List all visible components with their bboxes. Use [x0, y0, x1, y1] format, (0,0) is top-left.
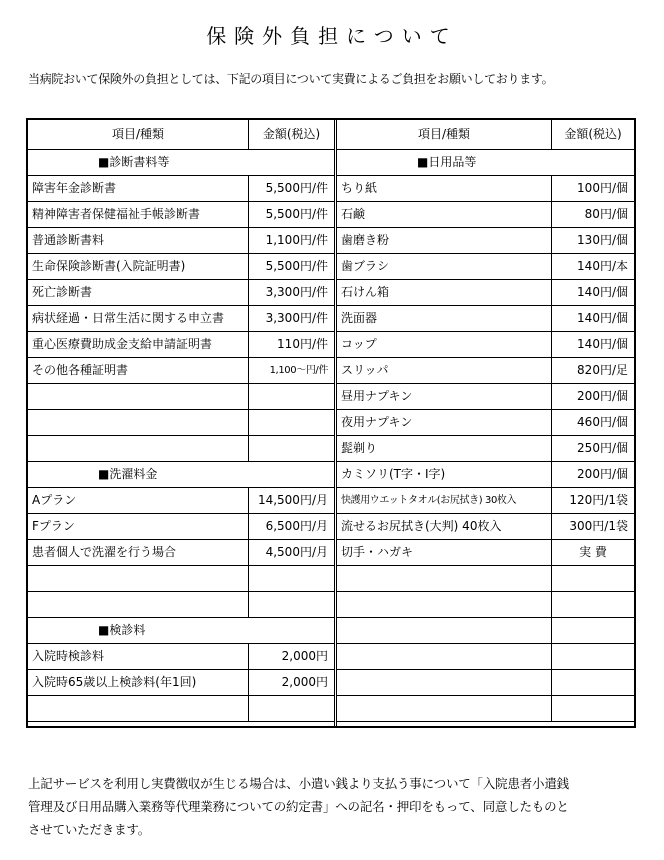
item-price: 140円/個	[551, 280, 634, 305]
item-price: 120円/1袋	[551, 488, 634, 513]
footer-line: 管理及び日用品購入業務等代理業務についての約定書」への記名・押印をもって、同意したものと	[28, 799, 569, 814]
item-price: 3,300円/件	[248, 280, 334, 305]
item-price	[551, 592, 634, 617]
item-price: 110円/件	[248, 332, 334, 357]
item-price: 460円/個	[551, 410, 634, 435]
table-row	[337, 384, 634, 410]
item-name	[337, 618, 551, 643]
table-row	[337, 306, 634, 332]
item-price: 5,500円/件	[248, 176, 334, 201]
table-row	[337, 566, 634, 592]
item-price: 1,100円/件	[248, 228, 334, 253]
intro-text: 当病院おいて保険外の負担としては、下記の項目について実費によるご負担をお願いしております。	[28, 72, 554, 86]
table-row	[337, 514, 634, 540]
item-price	[551, 696, 634, 721]
right-column	[337, 120, 634, 726]
item-name: 夜用ナプキン	[341, 415, 413, 429]
table-header-row	[28, 120, 334, 150]
table-row	[337, 540, 634, 566]
item-price: 5,500円/件	[248, 254, 334, 279]
item-price: 130円/個	[551, 228, 634, 253]
section-label: ■検診料	[98, 623, 146, 637]
table-row	[28, 228, 334, 254]
section-label: ■日用品等	[417, 155, 477, 169]
table-row	[337, 410, 634, 436]
item-name: その他各種証明書	[32, 363, 129, 377]
table-row	[337, 280, 634, 306]
table-row	[28, 540, 334, 566]
table-row	[337, 202, 634, 228]
footer-note	[28, 772, 648, 841]
item-name: 洗面器	[341, 311, 378, 325]
header-item: 項目/種類	[417, 127, 471, 141]
item-price: 5,500円/件	[248, 202, 334, 227]
item-price: 実 費	[551, 540, 634, 565]
item-name: 入院時検診料	[32, 649, 105, 663]
item-price: 3,300円/件	[248, 306, 334, 331]
item-name: 歯磨き粉	[341, 233, 390, 247]
item-price: 2,000円	[248, 644, 334, 669]
item-name: 髭剃り	[341, 441, 378, 455]
item-price: 6,500円/月	[248, 514, 334, 539]
table-row	[337, 696, 634, 722]
item-name	[337, 670, 551, 695]
table-row	[28, 644, 334, 670]
table-row	[28, 696, 334, 722]
table-row	[337, 644, 634, 670]
item-name: 精神障害者保健福祉手帳診断書	[32, 207, 201, 221]
table-header-row	[337, 120, 634, 150]
table-row	[28, 410, 334, 436]
item-price: 140円/本	[551, 254, 634, 279]
item-price: 200円/個	[551, 384, 634, 409]
item-name: 石鹸	[341, 207, 366, 221]
item-price	[551, 566, 634, 591]
item-name: 快護用ウエットタオル(お尻拭き) 30枚入	[341, 495, 517, 506]
item-price	[551, 644, 634, 669]
table-row	[337, 618, 634, 644]
item-name	[28, 592, 248, 617]
table-row	[28, 306, 334, 332]
item-price: 4,500円/月	[248, 540, 334, 565]
table-row	[28, 280, 334, 306]
table-row	[337, 488, 634, 514]
item-name: 死亡診断書	[32, 285, 93, 299]
item-name: 普通診断書料	[32, 233, 105, 247]
item-price	[248, 410, 334, 435]
item-name	[28, 410, 248, 435]
item-name	[337, 644, 551, 669]
item-name: 流せるお尻拭き(大判) 40枚入	[341, 519, 502, 533]
item-price	[248, 436, 334, 461]
footer-line: させていただきます。	[28, 822, 151, 837]
section-header	[337, 150, 634, 176]
item-price	[248, 566, 334, 591]
table-row	[337, 176, 634, 202]
item-price	[551, 618, 634, 643]
item-name: スリッパ	[341, 363, 389, 377]
table-row	[28, 384, 334, 410]
item-name: 切手・ハガキ	[341, 545, 414, 559]
table-row	[28, 488, 334, 514]
item-price	[248, 696, 334, 721]
section-header	[28, 150, 334, 176]
item-price: 80円/個	[551, 202, 634, 227]
item-price	[551, 670, 634, 695]
section-header	[28, 462, 334, 488]
table-row	[28, 332, 334, 358]
item-name: 患者個人で洗濯を行う場合	[32, 545, 177, 559]
table-row	[28, 514, 334, 540]
header-price: 金額(税込)	[551, 120, 634, 149]
item-name: Aプラン	[32, 493, 77, 507]
item-price: 820円/足	[551, 358, 634, 383]
item-price	[248, 384, 334, 409]
table-row	[337, 332, 634, 358]
header-item: 項目/種類	[111, 127, 165, 141]
item-name	[28, 566, 248, 591]
table-row	[337, 254, 634, 280]
table-row	[28, 436, 334, 462]
item-price: 250円/個	[551, 436, 634, 461]
left-column	[28, 120, 337, 726]
table-row	[337, 670, 634, 696]
item-price: 2,000円	[248, 670, 334, 695]
footer-line: 上記サービスを利用し実費徴収が生じる場合は、小遣い銭より支払う事について「入院患者小遣銭	[28, 776, 569, 791]
item-name: 重心医療費助成金支給申請証明書	[32, 337, 213, 351]
item-name	[28, 384, 248, 409]
item-name: 歯ブラシ	[341, 259, 390, 273]
item-name	[28, 696, 248, 721]
item-name: 石けん箱	[341, 285, 390, 299]
item-price: 100円/個	[551, 176, 634, 201]
item-price: 140円/個	[551, 306, 634, 331]
item-price: 200円/個	[551, 462, 634, 487]
item-name: コップ	[341, 337, 377, 351]
item-name: Fプラン	[32, 519, 75, 533]
item-price: 300円/1袋	[551, 514, 634, 539]
section-label: ■診断書料等	[98, 155, 170, 169]
item-price: 14,500円/月	[248, 488, 334, 513]
item-name: 生命保険診断書(入院証明書)	[32, 259, 186, 273]
section-label: ■洗濯料金	[98, 467, 158, 481]
item-name: 昼用ナプキン	[341, 389, 413, 403]
table-row	[337, 228, 634, 254]
item-price: 1,100～円/件	[248, 358, 334, 383]
table-row	[337, 358, 634, 384]
table-row	[28, 358, 334, 384]
item-name	[337, 696, 551, 721]
fee-table	[26, 118, 636, 728]
header-price: 金額(税込)	[248, 120, 334, 149]
item-name: カミソリ(T字・I字)	[341, 467, 446, 481]
item-name	[337, 566, 551, 591]
table-row	[28, 176, 334, 202]
item-price	[248, 592, 334, 617]
table-row	[337, 462, 634, 488]
table-row	[28, 202, 334, 228]
page-title: 保険外負担について	[206, 24, 458, 48]
table-row	[337, 436, 634, 462]
item-name: ちり紙	[341, 181, 378, 195]
item-name: 障害年金診断書	[32, 181, 117, 195]
item-name	[28, 436, 248, 461]
section-header	[28, 618, 334, 644]
table-row	[28, 592, 334, 618]
table-row	[28, 566, 334, 592]
item-name: 入院時65歳以上検診料(年1回)	[32, 675, 197, 689]
item-name: 病状経過・日常生活に関する申立書	[32, 311, 225, 325]
table-row	[28, 254, 334, 280]
table-row	[28, 670, 334, 696]
item-price: 140円/個	[551, 332, 634, 357]
item-name	[337, 592, 551, 617]
table-row	[337, 592, 634, 618]
